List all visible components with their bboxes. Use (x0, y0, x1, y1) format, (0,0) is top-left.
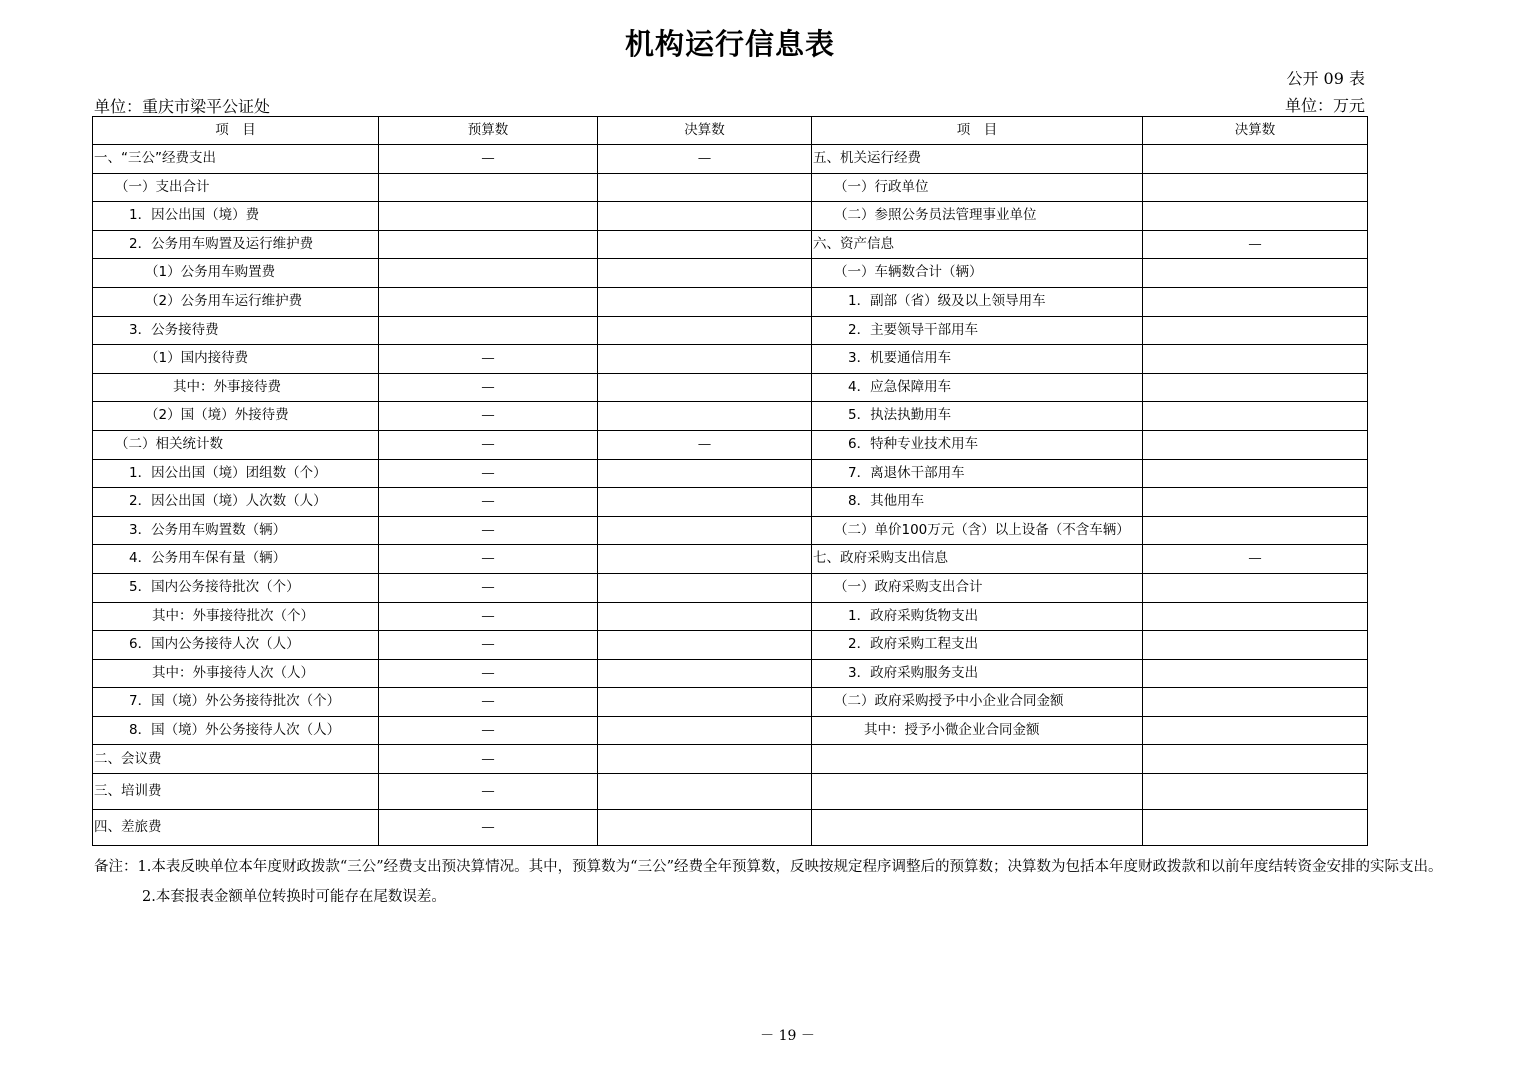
row-final-right (1143, 688, 1368, 717)
row-final (598, 287, 812, 316)
row-item-left: 8．国（境）外公务接待人次（人） (93, 716, 379, 745)
row-item-left: （2）公务用车运行维护费 (93, 287, 379, 316)
row-final-right (1143, 373, 1368, 402)
note-2: 2.本套报表金额单位转换时可能存在尾数误差。 (142, 889, 446, 905)
table-row (93, 810, 1368, 846)
row-final (598, 459, 812, 488)
row-item-right: 2．政府采购工程支出 (812, 631, 1143, 660)
row-item-right: （一）政府采购支出合计 (812, 573, 1143, 602)
table-row (93, 659, 1368, 688)
row-final (598, 810, 812, 846)
row-item-left: 5．国内公务接待批次（个） (93, 573, 379, 602)
row-item-right: 五、机关运行经费 (812, 145, 1143, 174)
row-budget: — (379, 688, 598, 717)
row-final (598, 230, 812, 259)
row-item-left: 2．因公出国（境）人次数（人） (93, 488, 379, 517)
row-final-right (1143, 774, 1368, 810)
row-final (598, 373, 812, 402)
row-final-right (1143, 402, 1368, 431)
row-final (598, 516, 812, 545)
form-number: 公开 09 表 (1286, 69, 1365, 88)
note-1: 备注：1.本表反映单位本年度财政拨款“三公”经费支出预决算情况。其中，预算数为“三公”经费全年预算数，反映按规定程序调整后的预算数；决算数为包括本年度财政拨款和以前年度结转资金安排的实际支出。 (94, 859, 1443, 875)
row-budget: — (379, 631, 598, 660)
row-item-right: 2．主要领导干部用车 (812, 316, 1143, 345)
row-item-left: 6．国内公务接待人次（人） (93, 631, 379, 660)
row-budget: — (379, 602, 598, 631)
row-item-right: （二）单价100万元（含）以上设备（不含车辆） (812, 516, 1143, 545)
row-item-right: 3．政府采购服务支出 (812, 659, 1143, 688)
row-item-left: 4．公务用车保有量（辆） (93, 545, 379, 574)
table-row (93, 602, 1368, 631)
row-final (598, 774, 812, 810)
row-final-right (1143, 202, 1368, 231)
row-item-left: 其中：外事接待人次（人） (93, 659, 379, 688)
table-row (93, 745, 1368, 774)
table-row (93, 173, 1368, 202)
row-item-right: （一）行政单位 (812, 173, 1143, 202)
row-budget: — (379, 430, 598, 459)
row-final-right (1143, 259, 1368, 288)
row-final-right (1143, 488, 1368, 517)
table-row (93, 716, 1368, 745)
notes (94, 852, 1484, 912)
table-row (93, 774, 1368, 810)
table-row (93, 345, 1368, 374)
row-item-right (812, 810, 1143, 846)
row-item-left: 三、培训费 (93, 774, 379, 810)
row-budget (379, 316, 598, 345)
row-budget (379, 287, 598, 316)
row-final-right (1143, 316, 1368, 345)
row-item-left: 二、会议费 (93, 745, 379, 774)
row-final: — (598, 145, 812, 174)
table-row (93, 459, 1368, 488)
row-final-right (1143, 573, 1368, 602)
row-final (598, 659, 812, 688)
row-item-right (812, 774, 1143, 810)
row-item-right (812, 745, 1143, 774)
row-budget (379, 259, 598, 288)
row-final (598, 402, 812, 431)
row-budget: — (379, 573, 598, 602)
row-final (598, 602, 812, 631)
row-item-left: 3．公务接待费 (93, 316, 379, 345)
row-budget: — (379, 810, 598, 846)
row-item-right: 1．政府采购货物支出 (812, 602, 1143, 631)
row-item-right: 5．执法执勤用车 (812, 402, 1143, 431)
row-budget: — (379, 373, 598, 402)
row-item-left: 1．因公出国（境）团组数（个） (93, 459, 379, 488)
row-final (598, 173, 812, 202)
row-final-right (1143, 659, 1368, 688)
table-row (93, 488, 1368, 517)
row-final (598, 259, 812, 288)
row-item-left: 3．公务用车购置数（辆） (93, 516, 379, 545)
row-final-right (1143, 516, 1368, 545)
row-item-right: 4．应急保障用车 (812, 373, 1143, 402)
row-budget: — (379, 402, 598, 431)
row-final-right (1143, 345, 1368, 374)
row-final-right (1143, 745, 1368, 774)
table-row (93, 573, 1368, 602)
row-final (598, 202, 812, 231)
row-item-right: 1．副部（省）级及以上领导用车 (812, 287, 1143, 316)
row-budget: — (379, 516, 598, 545)
row-item-left: （一）支出合计 (93, 173, 379, 202)
row-item-left: （1）国内接待费 (93, 345, 379, 374)
info-table (92, 116, 1368, 846)
row-item-left: 7．国（境）外公务接待批次（个） (93, 688, 379, 717)
row-item-left: （二）相关统计数 (93, 430, 379, 459)
header-item: 项 目 (93, 117, 379, 145)
row-final (598, 488, 812, 517)
row-budget (379, 202, 598, 231)
header-final: 决算数 (598, 117, 812, 145)
row-item-right: （二）政府采购授予中小企业合同金额 (812, 688, 1143, 717)
row-final: — (598, 430, 812, 459)
row-item-right: （二）参照公务员法管理事业单位 (812, 202, 1143, 231)
row-final (598, 316, 812, 345)
table-row (93, 631, 1368, 660)
table-row (93, 545, 1368, 574)
row-item-right: （一）车辆数合计（辆） (812, 259, 1143, 288)
row-final (598, 716, 812, 745)
row-final-right (1143, 287, 1368, 316)
table-row (93, 230, 1368, 259)
row-final (598, 631, 812, 660)
row-final-right (1143, 145, 1368, 174)
row-item-left: 2．公务用车购置及运行维护费 (93, 230, 379, 259)
table-row (93, 402, 1368, 431)
row-item-left: 其中：外事接待批次（个） (93, 602, 379, 631)
row-item-right: 3．机要通信用车 (812, 345, 1143, 374)
row-final-right (1143, 430, 1368, 459)
row-item-left: （1）公务用车购置费 (93, 259, 379, 288)
table-row (93, 287, 1368, 316)
row-item-right: 6．特种专业技术用车 (812, 430, 1143, 459)
row-item-left: 其中：外事接待费 (93, 373, 379, 402)
row-final-right (1143, 631, 1368, 660)
row-budget: — (379, 545, 598, 574)
row-item-right: 其中：授予小微企业合同金额 (812, 716, 1143, 745)
row-item-right: 8．其他用车 (812, 488, 1143, 517)
header-final-right: 决算数 (1143, 117, 1368, 145)
table-row (93, 259, 1368, 288)
row-budget: — (379, 659, 598, 688)
row-final (598, 688, 812, 717)
row-final (598, 545, 812, 574)
row-budget: — (379, 745, 598, 774)
table-header-row (93, 117, 1368, 145)
row-budget (379, 230, 598, 259)
table-row (93, 316, 1368, 345)
row-final (598, 345, 812, 374)
row-item-left: 四、差旅费 (93, 810, 379, 846)
table-row (93, 688, 1368, 717)
row-item-right: 六、资产信息 (812, 230, 1143, 259)
currency-unit: 单位：万元 (1284, 96, 1365, 115)
row-final-right: — (1143, 230, 1368, 259)
row-item-right: 7．离退休干部用车 (812, 459, 1143, 488)
table-row (93, 373, 1368, 402)
row-final-right (1143, 810, 1368, 846)
row-item-left: （2）国（境）外接待费 (93, 402, 379, 431)
row-final-right (1143, 602, 1368, 631)
row-budget: — (379, 774, 598, 810)
row-item-right: 七、政府采购支出信息 (812, 545, 1143, 574)
header-item-right: 项 目 (812, 117, 1143, 145)
table-row (93, 145, 1368, 174)
row-budget: — (379, 459, 598, 488)
row-item-left: 一、“三公”经费支出 (93, 145, 379, 174)
page-title: 机构运行信息表 (624, 27, 835, 61)
row-budget: — (379, 345, 598, 374)
row-final-right (1143, 716, 1368, 745)
row-final-right: — (1143, 545, 1368, 574)
table-row (93, 430, 1368, 459)
row-budget (379, 173, 598, 202)
header-budget: 预算数 (379, 117, 598, 145)
row-final-right (1143, 459, 1368, 488)
reporting-unit: 单位：重庆市梁平公证处 (94, 97, 271, 116)
page-number: － 19 － (760, 1028, 815, 1044)
row-item-left: 1．因公出国（境）费 (93, 202, 379, 231)
row-budget: — (379, 488, 598, 517)
row-final (598, 573, 812, 602)
row-final (598, 745, 812, 774)
row-final-right (1143, 173, 1368, 202)
row-budget: — (379, 716, 598, 745)
table-row (93, 202, 1368, 231)
row-budget: — (379, 145, 598, 174)
table-row (93, 516, 1368, 545)
